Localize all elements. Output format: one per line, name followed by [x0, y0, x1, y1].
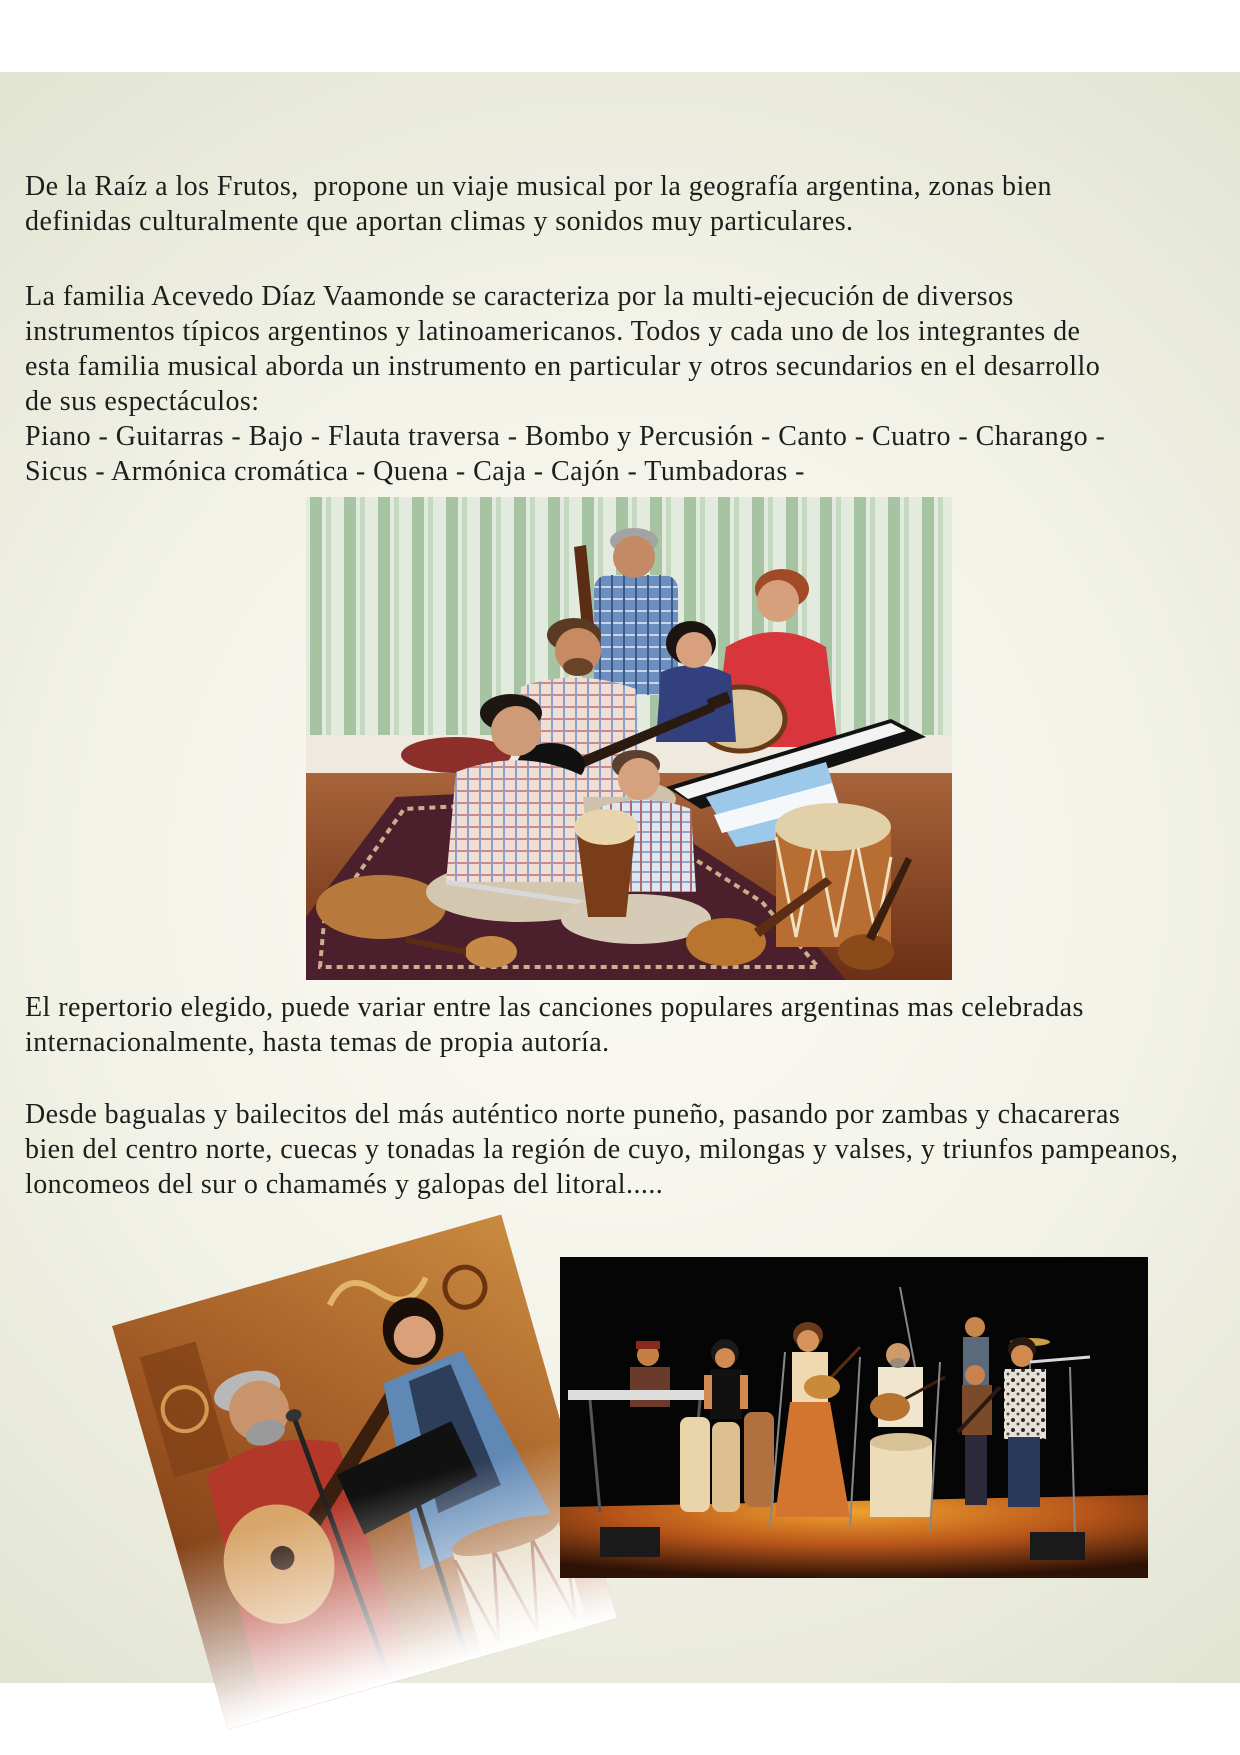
bombo-drum	[870, 1433, 932, 1517]
stage-photo-scene	[560, 1257, 1148, 1578]
band-stage-photo	[560, 1257, 1148, 1578]
stage-monitor	[1030, 1532, 1085, 1560]
instrument-list-line: Sicus - Armónica cromática - Quena - Caja - Cajón - Tumbadoras -	[25, 456, 805, 487]
text-line: internacionalmente, hasta temas de propia autoría.	[25, 1027, 610, 1058]
text-line: bien del centro norte, cuecas y tonadas la región de cuyo, milongas y valses, y triunfos pampeanos,	[25, 1134, 1179, 1165]
text-line: instrumentos típicos argentinos y latinoamericanos. Todos y cada uno de los integrantes de	[25, 316, 1081, 347]
stage-monitor	[600, 1527, 660, 1557]
guitar	[870, 1393, 910, 1421]
text-line: El repertorio elegido, puede variar entre las canciones populares argentinas mas celebradas	[25, 992, 1084, 1023]
paragraph-family	[25, 279, 1105, 489]
text-line: loncomeos del sur o chamamés y galopas del litoral.....	[25, 1169, 664, 1200]
paragraph-regions	[25, 1097, 1178, 1202]
text-line: La familia Acevedo Díaz Vaamonde se caracteriza por la multi-ejecución de diversos	[25, 281, 1014, 312]
text-line: de sus espectáculos:	[25, 386, 260, 417]
family-photo-scene	[306, 497, 952, 980]
paragraph-intro	[25, 169, 1052, 239]
keyboard	[568, 1390, 718, 1400]
cushion	[316, 875, 446, 939]
text-line: definidas culturalmente que aportan climas y sonidos muy particulares.	[25, 206, 854, 237]
text-line: Desde bagualas y bailecitos del más auténtico norte puneño, pasando por zambas y chacareras	[25, 1099, 1121, 1130]
congas	[680, 1412, 774, 1512]
family-photo	[306, 497, 952, 980]
cuatro	[804, 1375, 840, 1399]
text-line: esta familia musical aborda un instrumento en particular y otros secundarios en el desarrollo	[25, 351, 1101, 382]
paragraph-repertoire	[25, 990, 1084, 1060]
instrument-list-line: Piano - Guitarras - Bajo - Flauta traversa - Bombo y Percusión - Canto - Cuatro - Charango -	[25, 421, 1106, 452]
text-line: De la Raíz a los Frutos, propone un viaje musical por la geografía argentina, zonas bien	[25, 171, 1053, 202]
